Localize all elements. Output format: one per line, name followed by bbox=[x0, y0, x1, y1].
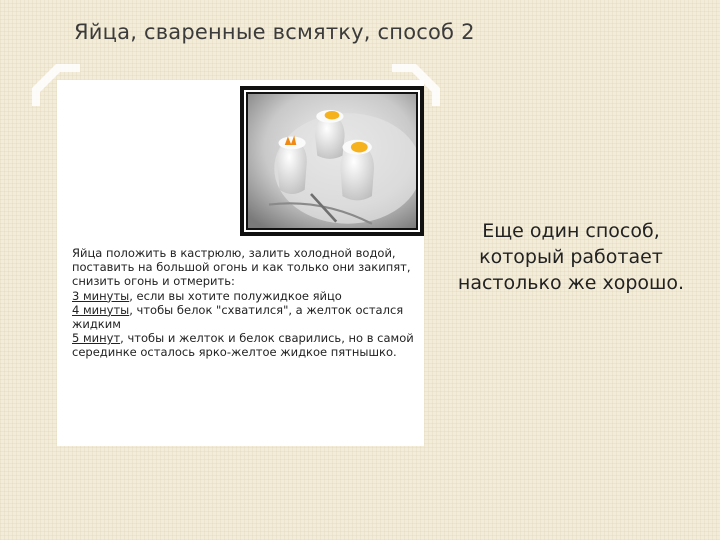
recipe-text bbox=[72, 246, 417, 360]
time-3-min: 3 минуты bbox=[72, 288, 130, 303]
slide-title: Яйца, сваренные всмятку, способ 2 bbox=[74, 20, 475, 44]
side-caption: Еще один способ, который работает настолько же хорошо. bbox=[457, 220, 685, 294]
time-4-desc: , чтобы белок "схватился", а желток остался жидким bbox=[72, 302, 404, 332]
time-4-min: 4 минуты bbox=[72, 302, 130, 317]
recipe-intro: Яйца положить в кастрюлю, залить холодной водой, поставить на большой огонь и как только они закипят, снизить огонь и отмерить: bbox=[72, 246, 411, 289]
eggs-photo bbox=[240, 86, 424, 236]
time-5-min: 5 минут bbox=[72, 331, 121, 346]
time-5-desc: , чтобы и желток и белок сварились, но в самой серединке осталось ярко-желтое жидкое пятнышко. bbox=[72, 331, 414, 360]
time-3-desc: , если вы хотите полужидкое яйцо bbox=[129, 288, 342, 303]
soft-boiled-eggs-image bbox=[248, 94, 416, 228]
recipe-card bbox=[57, 80, 424, 446]
